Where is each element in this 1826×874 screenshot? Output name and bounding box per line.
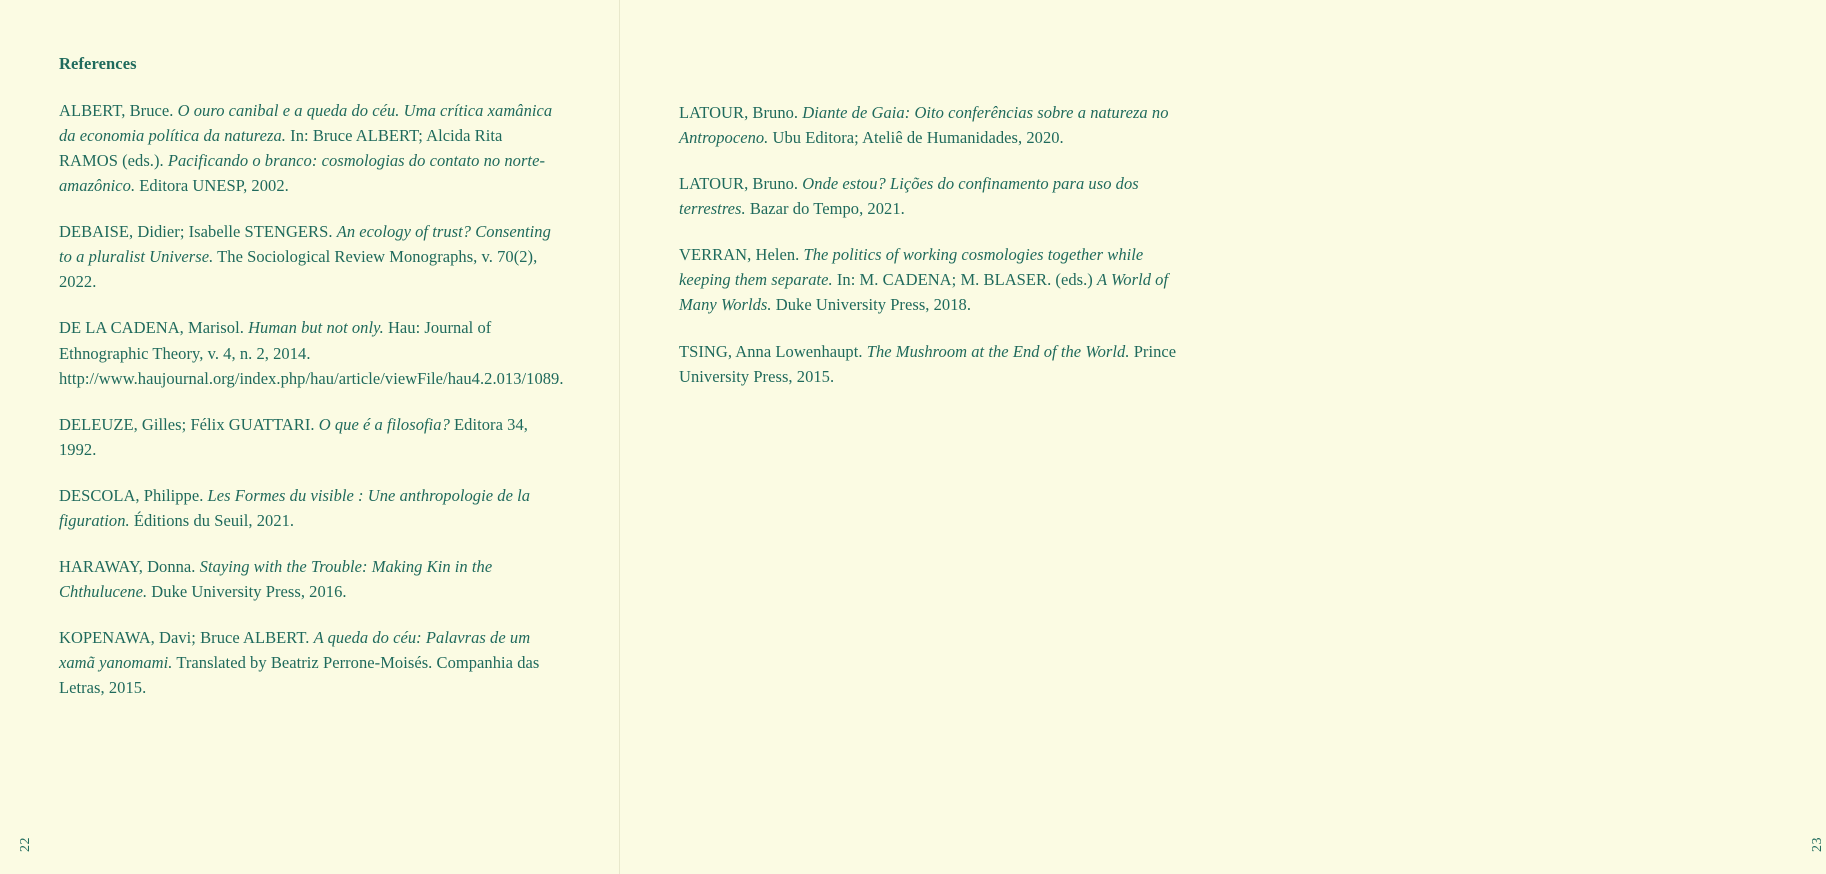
reference-title: Staying with the Trouble: Making Kin in the Chthulucene.: [59, 557, 493, 602]
reference-text: LATOUR, Bruno.: [679, 174, 803, 194]
reference-text: VERRAN, Helen.: [679, 245, 804, 265]
reference-title: Diante de Gaia: Oito conferências sobre a natureza no Antropoceno.: [679, 103, 1169, 148]
reference-title: An ecology of trust? Consenting to a pluralist Universe.: [59, 222, 551, 267]
reference-text: DEBAISE, Didier; Isabelle STENGERS.: [59, 222, 337, 242]
reference-entry: [679, 100, 1191, 150]
reference-list-right: [679, 100, 1191, 389]
reference-title: Onde estou? Lições do confinamento para uso dos terrestres.: [679, 174, 1139, 219]
reference-text: Duke University Press, 2016.: [147, 582, 347, 602]
reference-entry: [59, 625, 559, 700]
reference-title: A World of Many Worlds.: [679, 270, 1169, 315]
reference-entry: [59, 412, 559, 462]
reference-title: Human but not only.: [248, 318, 384, 338]
page-right: [620, 0, 1825, 874]
reference-text: In: Bruce ALBERT; Alcida Rita RAMOS (eds.).: [59, 126, 503, 171]
reference-text: Duke University Press, 2018.: [771, 295, 972, 315]
reference-entry: [59, 219, 559, 294]
reference-title: The Mushroom at the End of the World.: [866, 341, 1130, 361]
reference-entry: [679, 171, 1191, 221]
reference-title: Les Formes du visible : Une anthropologie de la figuration.: [59, 485, 531, 530]
reference-text: Hau: Journal of Ethnographic Theory, v. 4, n. 2, 2014. http://www.haujournal.org/index.php/hau/article/viewFile/hau4.2.013/1089.: [59, 318, 564, 388]
reference-entry: [679, 339, 1191, 389]
reference-entry: [59, 315, 564, 390]
folio-right: 23: [1810, 837, 1825, 852]
page-title: References: [59, 54, 137, 73]
reference-title: O que é a filosofia?: [318, 414, 450, 434]
reference-list-left: [59, 98, 564, 700]
reference-text: The Sociological Review Monographs, v. 70(2), 2022.: [59, 247, 538, 292]
reference-text: LATOUR, Bruno.: [679, 103, 803, 122]
reference-title: A queda do céu: Palavras de um xamã yanomami.: [59, 628, 531, 673]
reference-text: Ubu Editora; Ateliê de Humanidades, 2020.: [768, 128, 1064, 148]
reference-text: In: M. CADENA; M. BLASER. (eds.): [832, 270, 1098, 290]
reference-title: The politics of working cosmologies together while keeping them separate.: [679, 245, 1144, 290]
reference-text: HARAWAY, Donna.: [59, 557, 200, 577]
reference-text: DELEUZE, Gilles; Félix GUATTARI.: [59, 414, 319, 434]
reference-text: DESCOLA, Philippe.: [59, 485, 208, 505]
reference-entry: [59, 483, 559, 533]
reference-entry: [679, 242, 1191, 317]
reference-text: ALBERT, Bruce.: [59, 100, 178, 120]
reference-text: Prince University Press, 2015.: [679, 341, 1177, 386]
reference-title: O ouro canibal e a queda do céu. Uma crítica xamânica da economia política da natureza.: [59, 100, 553, 145]
reference-text: KOPENAWA, Davi; Bruce ALBERT.: [59, 628, 314, 648]
reference-entry: [59, 554, 559, 604]
references-column-left: [59, 52, 564, 700]
reference-text: DE LA CADENA, Marisol.: [59, 318, 249, 338]
reference-text: Editora 34, 1992.: [59, 414, 528, 459]
reference-text: Bazar do Tempo, 2021.: [745, 199, 905, 219]
reference-text: Translated by Beatriz Perrone-Moisés. Companhia das Letras, 2015.: [59, 653, 540, 698]
references-column-right: [679, 100, 1191, 389]
reference-title: Pacificando o branco: cosmologias do contato no norte-amazônico.: [59, 151, 545, 196]
reference-text: TSING, Anna Lowenhaupt.: [679, 341, 867, 361]
reference-text: Editora UNESP, 2002.: [135, 176, 289, 196]
reference-entry: [59, 98, 559, 198]
folio-left: 22: [18, 837, 33, 852]
page-left: [0, 0, 620, 874]
reference-text: Éditions du Seuil, 2021.: [129, 510, 295, 530]
